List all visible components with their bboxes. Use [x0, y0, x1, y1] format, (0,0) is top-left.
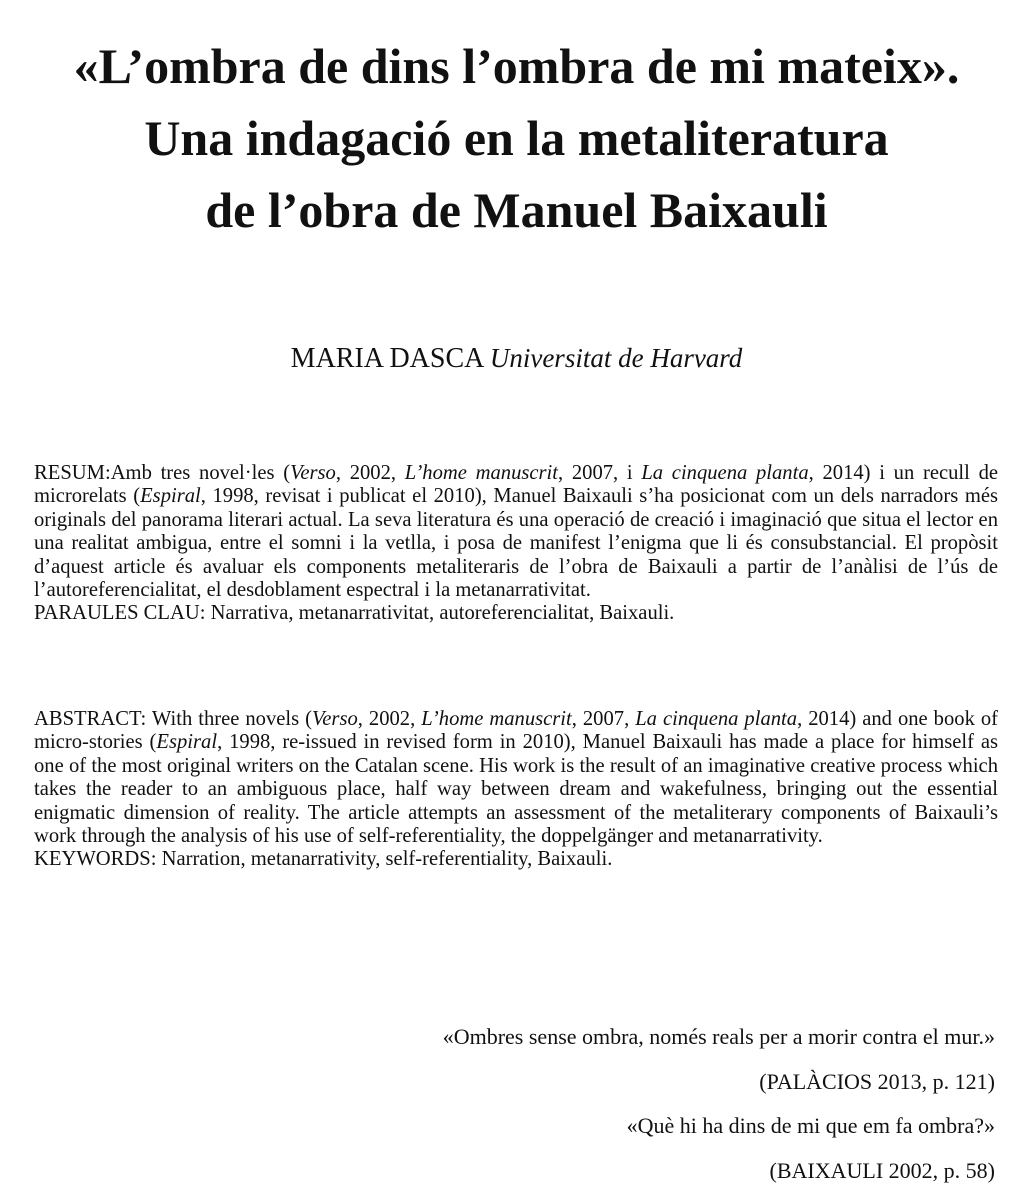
resum-text-5: , 1998, revisat i publicat el 2010), Manuel Baixauli s’ha posicionat com un dels narradors més originals del panorama literari actual. La seva literatura és una operació de creació i imaginació que situa el lector en una realitat ambigua, entre el somni i la vetlla, i posa de manifest l’enigma que li és consubstancial. El propòsit d’aquest article és avaluar els components metaliteraris de l’obra de Baixauli a partir de l’anàlisi de l’ús de l’autoreferencialitat, el desdoblament espectral i la metanarrativitat.: [34, 485, 999, 602]
resum-text-3: , 2007, i: [558, 462, 642, 484]
abstract-text-4: , 2014) and one book of micro-stories (: [34, 708, 999, 754]
author-affiliation: Universitat de Harvard: [489, 343, 743, 373]
abstract-label: ABSTRACT:: [34, 708, 147, 730]
title-line-3: de l’obra de Manuel Baixauli: [205, 182, 828, 238]
epigraph-quote-1: «Ombres sense ombra, només reals per a morir contra el mur.»: [442, 1024, 995, 1049]
epigraph-source-2: (BAIXAULI 2002, p. 58): [769, 1157, 995, 1183]
abstract-paragraph: [34, 708, 998, 848]
resum-title-verso: Verso: [290, 462, 336, 484]
resum-label: RESUM:: [34, 462, 111, 484]
resum-text-4: , 2014) i un recull de microrelats (: [34, 462, 999, 508]
abstract-title-verso: Verso: [312, 708, 358, 730]
epigraph-quote-2: «Què hi ha dins de mi que em fa ombra?»: [626, 1113, 995, 1138]
resum-text-1: Amb tres novel·les (: [110, 462, 291, 484]
resum-keywords-label: PARAULES CLAU:: [34, 602, 206, 625]
epigraph-source-1: (PALÀCIOS 2013, p. 121): [759, 1068, 995, 1094]
resum-paragraph: [34, 462, 998, 602]
resum-keywords: [34, 602, 998, 625]
abstract-keywords: [34, 848, 998, 871]
abstract-title-espiral: Espiral: [156, 731, 218, 754]
resum-text-2: , 2002,: [335, 462, 405, 484]
resum-title-espiral: Espiral: [140, 485, 201, 508]
resum-title-cinquena-planta: La cinquena planta: [641, 462, 809, 484]
abstract-keywords-label: KEYWORDS:: [34, 848, 157, 871]
resum-title-home-manuscrit: L’home manuscrit: [404, 462, 558, 484]
abstract-text-3: , 2007,: [571, 708, 636, 730]
epigraph-block: [95, 1015, 995, 1193]
resum-keywords-text: Narrativa, metanarrativitat, autoreferencialitat, Baixauli.: [210, 602, 675, 625]
abstract-section: [34, 708, 998, 872]
title-line-2: Una indagació en la metaliteratura: [144, 110, 889, 166]
abstract-keywords-text: Narration, metanarrativity, self-referentiality, Baixauli.: [161, 848, 613, 871]
abstract-title-home-manuscrit: L’home manuscrit: [421, 708, 572, 730]
title-line-1: «L’ombra de dins l’ombra de mi mateix».: [73, 38, 960, 94]
abstract-text-2: , 2002,: [357, 708, 422, 730]
abstract-title-cinquena-planta: La cinquena planta: [635, 708, 798, 730]
author-name: MARIA DASCA: [290, 343, 483, 374]
resum-section: [34, 462, 998, 626]
abstract-text-1: With three novels (: [151, 708, 312, 730]
abstract-text-5: , 1998, re-issued in revised form in 2010), Manuel Baixauli has made a place for himself as one of the most original writers on the Catalan scene. His work is the result of an imaginative creative process which takes the reader to an ambiguous place, half way between dream and wakefulness, bringing out the essential enigmatic dimension of reality. The article attempts an assessment of the metaliterary components of Baixauli’s work through the analysis of his use of self-referentiality, the doppelgänger and metanarrativity.: [34, 731, 998, 848]
article-title: [0, 30, 1033, 246]
author-line: [0, 338, 1033, 379]
